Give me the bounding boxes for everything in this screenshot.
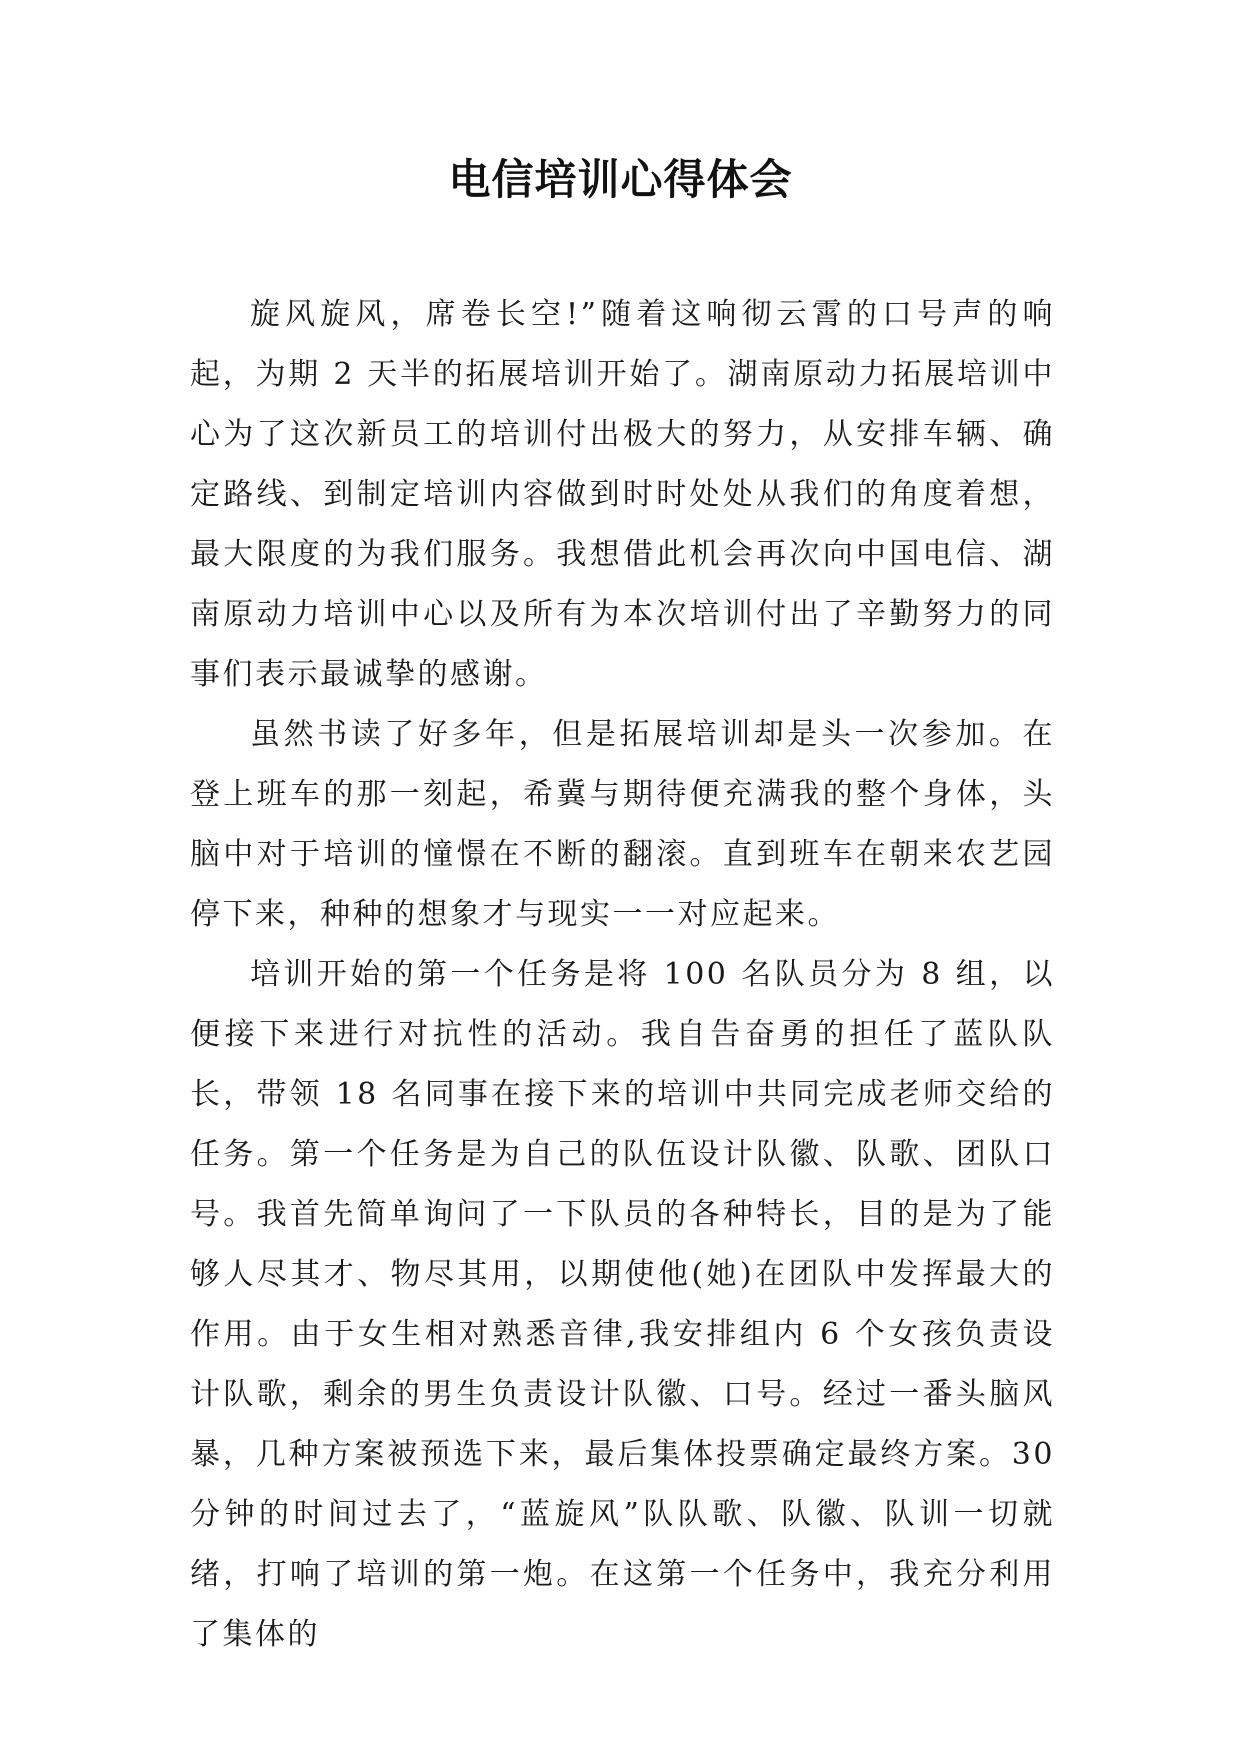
paragraph-2: 虽然书读了好多年，但是拓展培训却是头一次参加。在登上班车的那一刻起，希冀与期待便充满我的整个身体，头脑中对于培训的憧憬在不断的翻滚。直到班车在朝来农艺园停下来，种种的想象才与现实一一对应起来。 xyxy=(190,717,1055,932)
document-title: 电信培训心得体会 xyxy=(448,155,793,204)
document-body xyxy=(190,285,1055,1665)
paragraph-1: 旋风旋风，席卷长空!”随着这响彻云霄的口号声的响起，为期 2 天半的拓展培训开始了。湖南原动力拓展培训中心为了这次新员工的培训付出极大的努力，从安排车辆、确定路线、到制定培训内容做到时时处处从我们的角度着想，最大限度的为我们服务。我想借此机会再次向中国电信、湖南原动力培训中心以及所有为本次培训付出了辛勤努力的同事们表示最诚挚的感谢。 xyxy=(190,297,1055,692)
paragraph-3: 培训开始的第一个任务是将 100 名队员分为 8 组，以便接下来进行对抗性的活动。我自告奋勇的担任了蓝队队长，带领 18 名同事在接下来的培训中共同完成老师交给的任务。第一个任务是为自己的队伍设计队徽、队歌、团队口号。我首先简单询问了一下队员的各种特长，目的是为了能够人尽其才、物尽其用，以期使他(她)在团队中发挥最大的作用。由于女生相对熟悉音律,我安排组内 6 个女孩负责设计队歌，剩余的男生负责设计队徽、口号。经过一番头脑风暴，几种方案被预选下来，最后集体投票确定最终方案。30 分钟的时间过去了，“蓝旋风”队队歌、队徽、队训一切就绪，打响了培训的第一炮。在这第一个任务中，我充分利用了集体的 xyxy=(190,957,1055,1652)
